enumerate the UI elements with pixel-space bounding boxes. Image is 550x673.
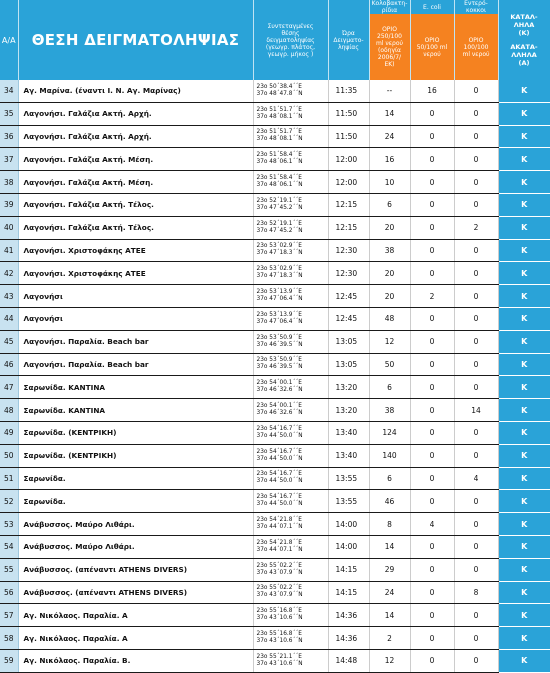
entero-value: 0 <box>454 285 498 308</box>
classification-badge: Κ <box>498 148 550 171</box>
sampling-time: 14:36 <box>328 604 369 627</box>
table-row <box>0 216 550 239</box>
classification-badge: Κ <box>498 102 550 125</box>
row-number: 36 <box>0 125 18 148</box>
sampling-time: 14:15 <box>328 558 369 581</box>
row-number: 53 <box>0 513 18 536</box>
sampling-time: 13:40 <box>328 444 369 467</box>
classification-badge: Κ <box>498 604 550 627</box>
col-header-coliform: Κολοβακτη- ρίδια <box>369 0 410 14</box>
coliform-value: 38 <box>369 399 410 422</box>
coliform-value: 14 <box>369 102 410 125</box>
coliform-value: 24 <box>369 581 410 604</box>
sampling-time: 12:00 <box>328 148 369 171</box>
sampling-location: Αγ. Νικόλαος. Παραλία. Β. <box>18 649 253 672</box>
table-row <box>0 421 550 444</box>
coliform-value: 6 <box>369 376 410 399</box>
coliform-value: 12 <box>369 330 410 353</box>
coliform-limit: ΟΡΙΟ 250/100 ml νερού (οδηγία 2006/7/ ΕΚ) <box>369 14 410 80</box>
coliform-value: 6 <box>369 467 410 490</box>
table-body <box>0 80 550 672</box>
entero-value: 14 <box>454 399 498 422</box>
col-header-entero: Εντερό- κοκκοι <box>454 0 498 14</box>
sampling-location: Λαγονήσι. Γαλάζια Ακτή. Μέση. <box>18 148 253 171</box>
entero-value: 0 <box>454 513 498 536</box>
coordinates: 23o 53΄50.9΄΄E 37o 46΄39.5΄΄N <box>253 353 328 376</box>
classification-badge: Κ <box>498 581 550 604</box>
sampling-location: Λαγονήσι. Χριστοφάκης ΑΤΕΕ <box>18 239 253 262</box>
coliform-value: 24 <box>369 125 410 148</box>
entero-value: 0 <box>454 80 498 102</box>
sampling-location: Λαγονήσι. Παραλία. Beach bar <box>18 353 253 376</box>
sampling-time: 14:00 <box>328 535 369 558</box>
sampling-location: Λαγονήσι. Παραλία. Beach bar <box>18 330 253 353</box>
row-number: 51 <box>0 467 18 490</box>
ecoli-value: 0 <box>410 421 454 444</box>
table-row <box>0 581 550 604</box>
table-row <box>0 627 550 650</box>
classification-badge: Κ <box>498 558 550 581</box>
coordinates: 23o 50΄38.4΄΄E 37o 48΄47.8΄΄N <box>253 80 328 102</box>
classification-badge: Κ <box>498 239 550 262</box>
coliform-value: 20 <box>369 285 410 308</box>
coordinates: 23o 51΄51.7΄΄E 37o 48΄08.1΄΄N <box>253 125 328 148</box>
sampling-location: Σαρωνίδα. ΚΑΝΤΙΝΑ <box>18 376 253 399</box>
sampling-time: 12:45 <box>328 285 369 308</box>
ecoli-value: 0 <box>410 262 454 285</box>
col-header-location: ΘΕΣΗ ΔΕΙΓΜΑΤΟΛΗΨΙΑΣ <box>18 0 253 80</box>
ecoli-value: 0 <box>410 102 454 125</box>
ecoli-value: 0 <box>410 239 454 262</box>
sampling-time: 13:55 <box>328 490 369 513</box>
row-number: 39 <box>0 193 18 216</box>
classification-badge: Κ <box>498 513 550 536</box>
sampling-time: 14:36 <box>328 627 369 650</box>
coordinates: 23o 51΄58.4΄΄E 37o 48΄06.1΄΄N <box>253 148 328 171</box>
coordinates: 23o 54΄16.7΄΄E 37o 44΄50.0΄΄N <box>253 467 328 490</box>
classification-badge: Κ <box>498 399 550 422</box>
sampling-time: 13:20 <box>328 399 369 422</box>
ecoli-value: 0 <box>410 535 454 558</box>
table-row <box>0 513 550 536</box>
table-row <box>0 490 550 513</box>
coliform-value: 2 <box>369 627 410 650</box>
ecoli-value: 0 <box>410 627 454 650</box>
entero-value: 0 <box>454 558 498 581</box>
coordinates: 23o 52΄19.1΄΄E 37o 47΄45.2΄΄N <box>253 193 328 216</box>
sampling-location: Λαγονήσι. Γαλάζια Ακτή. Τέλος. <box>18 216 253 239</box>
table-row <box>0 80 550 102</box>
sampling-location: Αγ. Νικόλαος. Παραλία. Α <box>18 627 253 650</box>
sampling-location: Λαγονήσι. Γαλάζια Ακτή. Μέση. <box>18 171 253 194</box>
entero-value: 0 <box>454 171 498 194</box>
sampling-time: 13:20 <box>328 376 369 399</box>
entero-value: 0 <box>454 490 498 513</box>
sampling-time: 11:35 <box>328 80 369 102</box>
ecoli-value: 0 <box>410 558 454 581</box>
coliform-value: 124 <box>369 421 410 444</box>
classification-badge: Κ <box>498 376 550 399</box>
coordinates: 23o 54΄16.7΄΄E 37o 44΄50.0΄΄N <box>253 490 328 513</box>
ecoli-value: 0 <box>410 649 454 672</box>
sampling-location: Λαγονήσι. Γαλάζια Ακτή. Αρχή. <box>18 125 253 148</box>
coliform-value: 50 <box>369 353 410 376</box>
row-number: 34 <box>0 80 18 102</box>
sampling-time: 13:40 <box>328 421 369 444</box>
entero-value: 0 <box>454 125 498 148</box>
classification-badge: Κ <box>498 125 550 148</box>
sampling-time: 14:00 <box>328 513 369 536</box>
ecoli-value: 0 <box>410 307 454 330</box>
table-row <box>0 330 550 353</box>
table-row <box>0 125 550 148</box>
row-number: 38 <box>0 171 18 194</box>
sampling-location: Σαρωνίδα. <box>18 467 253 490</box>
ecoli-value: 0 <box>410 581 454 604</box>
classification-badge: Κ <box>498 444 550 467</box>
entero-value: 0 <box>454 627 498 650</box>
sampling-time: 13:05 <box>328 353 369 376</box>
sampling-location: Λαγονήσι. Γαλάζια Ακτή. Τέλος. <box>18 193 253 216</box>
coordinates: 23o 55΄16.8΄΄E 37o 43΄10.6΄΄N <box>253 627 328 650</box>
sampling-location: Ανάβυσσος. Μαύρο Λιθάρι. <box>18 513 253 536</box>
classification-badge: Κ <box>498 285 550 308</box>
sampling-location: Λαγονήσι. Χριστοφάκης ΑΤΕΕ <box>18 262 253 285</box>
row-number: 52 <box>0 490 18 513</box>
row-number: 50 <box>0 444 18 467</box>
coordinates: 23o 55΄02.2΄΄E 37o 43΄07.9΄΄N <box>253 581 328 604</box>
entero-value: 0 <box>454 649 498 672</box>
coordinates: 23o 53΄50.9΄΄E 37o 46΄39.5΄΄N <box>253 330 328 353</box>
row-number: 42 <box>0 262 18 285</box>
coliform-value: 29 <box>369 558 410 581</box>
coliform-value: 6 <box>369 193 410 216</box>
ecoli-value: 0 <box>410 125 454 148</box>
entero-limit: ΟΡΙΟ 100/100 ml νερού <box>454 14 498 80</box>
row-number: 37 <box>0 148 18 171</box>
classification-badge: Κ <box>498 216 550 239</box>
coliform-value: -- <box>369 80 410 102</box>
ecoli-value: 0 <box>410 171 454 194</box>
sampling-time: 12:15 <box>328 216 369 239</box>
entero-value: 0 <box>454 535 498 558</box>
entero-value: 0 <box>454 102 498 125</box>
table-row <box>0 467 550 490</box>
classification-badge: Κ <box>498 353 550 376</box>
coordinates: 23o 54΄21.8΄΄E 37o 44΄07.1΄΄N <box>253 513 328 536</box>
row-number: 45 <box>0 330 18 353</box>
coliform-value: 46 <box>369 490 410 513</box>
classification-badge: Κ <box>498 262 550 285</box>
coliform-value: 38 <box>369 239 410 262</box>
sampling-time: 12:30 <box>328 239 369 262</box>
coordinates: 23o 55΄21.1΄΄E 37o 43΄10.6΄΄N <box>253 649 328 672</box>
coliform-value: 8 <box>369 513 410 536</box>
coliform-value: 16 <box>369 148 410 171</box>
sampling-time: 13:05 <box>328 330 369 353</box>
sampling-time: 12:30 <box>328 262 369 285</box>
row-number: 55 <box>0 558 18 581</box>
coliform-value: 140 <box>369 444 410 467</box>
entero-value: 0 <box>454 239 498 262</box>
sampling-location: Ανάβυσσος. (απέναντι ATHENS DIVERS) <box>18 558 253 581</box>
classification-badge: Κ <box>498 649 550 672</box>
ecoli-value: 0 <box>410 467 454 490</box>
entero-value: 8 <box>454 581 498 604</box>
table-row <box>0 558 550 581</box>
ecoli-value: 16 <box>410 80 454 102</box>
ecoli-value: 0 <box>410 444 454 467</box>
table-row <box>0 262 550 285</box>
sampling-time: 12:00 <box>328 171 369 194</box>
entero-value: 0 <box>454 444 498 467</box>
sampling-time: 12:45 <box>328 307 369 330</box>
coliform-value: 20 <box>369 216 410 239</box>
sampling-location: Αγ. Μαρίνα. (έναντι Ι. Ν. Αγ. Μαρίνας) <box>18 80 253 102</box>
entero-value: 0 <box>454 148 498 171</box>
entero-value: 0 <box>454 421 498 444</box>
sampling-time: 14:48 <box>328 649 369 672</box>
coordinates: 23o 55΄02.2΄΄E 37o 43΄07.9΄΄N <box>253 558 328 581</box>
coliform-value: 48 <box>369 307 410 330</box>
coordinates: 23o 52΄19.1΄΄E 37o 47΄45.2΄΄N <box>253 216 328 239</box>
table-row <box>0 193 550 216</box>
col-header-coords: Συντεταγμένες θέσης δειγματοληψίας (γεωγρ. πλάτος, γεωγρ. μήκος ) <box>253 0 328 80</box>
row-number: 46 <box>0 353 18 376</box>
sampling-location: Σαρωνίδα. (ΚΕΝΤΡΙΚΗ) <box>18 421 253 444</box>
classification-badge: Κ <box>498 421 550 444</box>
sampling-time: 13:55 <box>328 467 369 490</box>
sampling-location: Λαγονήσι <box>18 307 253 330</box>
sampling-location: Αγ. Νικόλαος. Παραλία. Α <box>18 604 253 627</box>
entero-value: 2 <box>454 216 498 239</box>
coordinates: 23o 54΄00.1΄΄E 37o 46΄32.6΄΄N <box>253 376 328 399</box>
coordinates: 23o 54΄16.7΄΄E 37o 44΄50.0΄΄N <box>253 421 328 444</box>
ecoli-value: 0 <box>410 353 454 376</box>
col-header-time: Ώρα Δειγματο- ληψίας <box>328 0 369 80</box>
coliform-value: 20 <box>369 262 410 285</box>
table-row <box>0 649 550 672</box>
table-row <box>0 171 550 194</box>
sampling-time: 14:15 <box>328 581 369 604</box>
row-number: 57 <box>0 604 18 627</box>
coordinates: 23o 54΄16.7΄΄E 37o 44΄50.0΄΄N <box>253 444 328 467</box>
row-number: 44 <box>0 307 18 330</box>
table-row <box>0 604 550 627</box>
sampling-location: Λαγονήσι. Γαλάζια Ακτή. Αρχή. <box>18 102 253 125</box>
col-header-ecoli: E. coli <box>410 0 454 14</box>
table-row <box>0 353 550 376</box>
coliform-value: 14 <box>369 535 410 558</box>
ecoli-value: 0 <box>410 399 454 422</box>
classification-badge: Κ <box>498 330 550 353</box>
classification-badge: Κ <box>498 467 550 490</box>
row-number: 47 <box>0 376 18 399</box>
coordinates: 23o 53΄02.9΄΄E 37o 47΄18.3΄΄N <box>253 239 328 262</box>
table-row <box>0 444 550 467</box>
classification-badge: Κ <box>498 490 550 513</box>
coordinates: 23o 53΄02.9΄΄E 37o 47΄18.3΄΄N <box>253 262 328 285</box>
coordinates: 23o 51΄58.4΄΄E 37o 48΄06.1΄΄N <box>253 171 328 194</box>
sampling-location: Σαρωνίδα. <box>18 490 253 513</box>
ecoli-value: 0 <box>410 330 454 353</box>
row-number: 56 <box>0 581 18 604</box>
sampling-location: Λαγονήσι <box>18 285 253 308</box>
classification-badge: Κ <box>498 171 550 194</box>
row-number: 41 <box>0 239 18 262</box>
classification-badge: Κ <box>498 627 550 650</box>
coordinates: 23o 54΄00.1΄΄E 37o 46΄32.6΄΄N <box>253 399 328 422</box>
row-number: 35 <box>0 102 18 125</box>
table-row <box>0 148 550 171</box>
entero-value: 0 <box>454 307 498 330</box>
entero-value: 0 <box>454 262 498 285</box>
classification-badge: Κ <box>498 307 550 330</box>
coliform-value: 12 <box>369 649 410 672</box>
coordinates: 23o 55΄16.8΄΄E 37o 43΄10.6΄΄N <box>253 604 328 627</box>
entero-value: 4 <box>454 467 498 490</box>
coordinates: 23o 54΄21.8΄΄E 37o 44΄07.1΄΄N <box>253 535 328 558</box>
entero-value: 0 <box>454 353 498 376</box>
sampling-location: Ανάβυσσος. (απέναντι ATHENS DIVERS) <box>18 581 253 604</box>
entero-value: 0 <box>454 604 498 627</box>
entero-value: 0 <box>454 376 498 399</box>
col-header-aa: Α/Α <box>0 0 18 80</box>
sampling-time: 11:50 <box>328 102 369 125</box>
coordinates: 23o 53΄13.9΄΄E 37o 47΄06.4΄΄N <box>253 285 328 308</box>
ecoli-limit: ΟΡΙΟ 50/100 ml νερού <box>410 14 454 80</box>
ecoli-value: 0 <box>410 490 454 513</box>
row-number: 48 <box>0 399 18 422</box>
table-row <box>0 376 550 399</box>
ecoli-value: 4 <box>410 513 454 536</box>
ecoli-value: 0 <box>410 604 454 627</box>
ecoli-value: 0 <box>410 148 454 171</box>
sampling-time: 11:50 <box>328 125 369 148</box>
ecoli-value: 0 <box>410 376 454 399</box>
entero-value: 0 <box>454 330 498 353</box>
coliform-value: 10 <box>369 171 410 194</box>
ecoli-value: 0 <box>410 193 454 216</box>
table-row <box>0 399 550 422</box>
row-number: 58 <box>0 627 18 650</box>
table-row <box>0 239 550 262</box>
classification-badge: Κ <box>498 535 550 558</box>
coordinates: 23o 53΄13.9΄΄E 37o 47΄06.4΄΄N <box>253 307 328 330</box>
row-number: 49 <box>0 421 18 444</box>
ecoli-value: 2 <box>410 285 454 308</box>
row-number: 54 <box>0 535 18 558</box>
ecoli-value: 0 <box>410 216 454 239</box>
col-header-class: ΚΑΤΑΛ- ΛΗΛΑ (Κ) ΑΚΑΤΑ- ΛΛΗΛΑ (Α) <box>498 0 550 80</box>
row-number: 43 <box>0 285 18 308</box>
row-number: 59 <box>0 649 18 672</box>
classification-badge: Κ <box>498 193 550 216</box>
classification-badge: Κ <box>498 80 550 102</box>
sampling-location: Ανάβυσσος. Μαύρο Λιθάρι. <box>18 535 253 558</box>
entero-value: 0 <box>454 193 498 216</box>
table-row <box>0 307 550 330</box>
sampling-location: Σαρωνίδα. ΚΑΝΤΙΝΑ <box>18 399 253 422</box>
row-number: 40 <box>0 216 18 239</box>
table-row <box>0 535 550 558</box>
coliform-value: 14 <box>369 604 410 627</box>
table-row <box>0 102 550 125</box>
sampling-time: 12:15 <box>328 193 369 216</box>
table-row <box>0 285 550 308</box>
coordinates: 23o 51΄51.7΄΄E 37o 48΄08.1΄΄N <box>253 102 328 125</box>
sampling-location: Σαρωνίδα. (ΚΕΝΤΡΙΚΗ) <box>18 444 253 467</box>
